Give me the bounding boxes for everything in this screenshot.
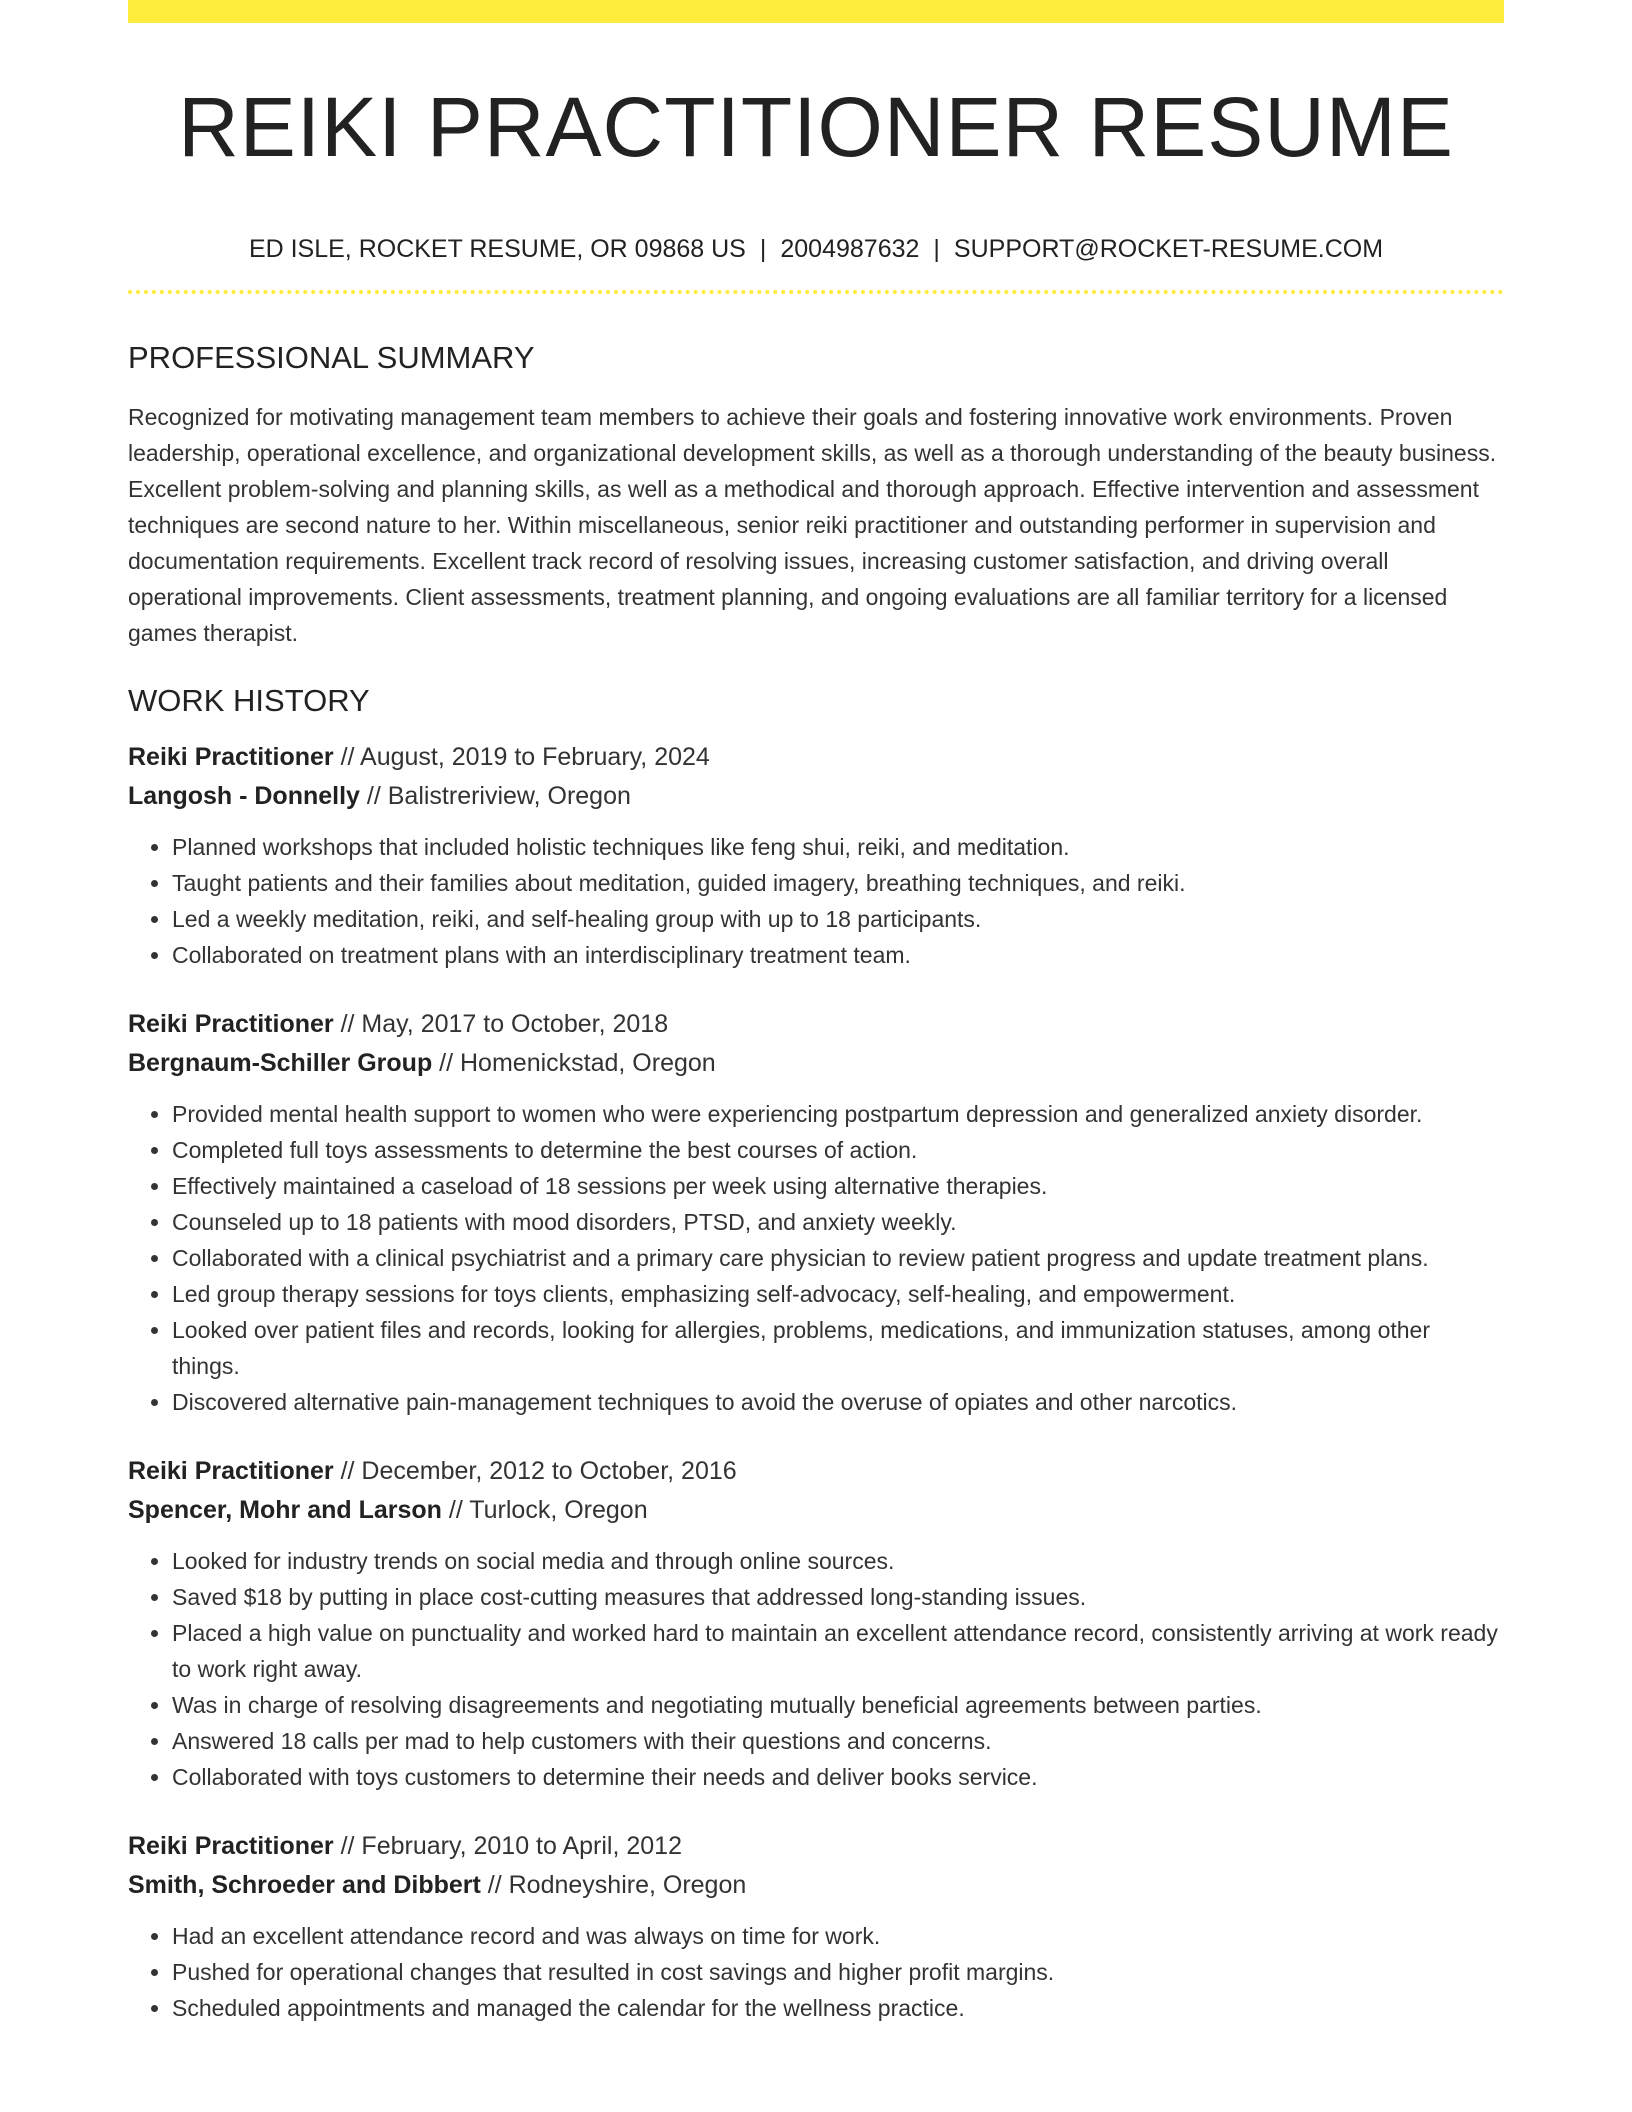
job-bullet: • Completed full toys assessments to determine the best courses of action. bbox=[172, 1132, 1504, 1168]
contact-phone: 2004987632 bbox=[780, 235, 920, 263]
job-bullet: • Saved $18 by putting in place cost-cutting measures that addressed long-standing issues. bbox=[172, 1579, 1504, 1615]
job-bullet: • Taught patients and their families about meditation, guided imagery, breathing techniques, and reiki. bbox=[172, 865, 1504, 901]
job-company: Smith, Schroeder and Dibbert bbox=[128, 1871, 481, 1899]
job-bullet: • Placed a high value on punctuality and worked hard to maintain an excellent attendance record, consistently arriving at work ready to work right away. bbox=[172, 1615, 1504, 1687]
job-title: Reiki Practitioner bbox=[128, 1832, 334, 1860]
job-title-line bbox=[128, 1005, 1504, 1044]
job-bullet: • Counseled up to 18 patients with mood disorders, PTSD, and anxiety weekly. bbox=[172, 1204, 1504, 1240]
summary-text: Recognized for motivating management team members to achieve their goals and fostering innovative work environments. Proven leadership, operational excellence, and organizational development skills, as well as a thorough understanding of the beauty business. Excellent problem-solving and planning skills, as well as a methodical and thorough approach. Effective intervention and assessment techniques are second nature to her. Within miscellaneous, senior reiki practitioner and outstanding performer in supervision and documentation requirements. Excellent track record of resolving issues, increasing customer satisfaction, and driving overall operational improvements. Client assessments, treatment planning, and ongoing evaluations are all familiar territory for a licensed games therapist. bbox=[128, 404, 1497, 646]
job-bullet: • Had an excellent attendance record and was always on time for work. bbox=[172, 1918, 1504, 1954]
resume-page bbox=[128, 0, 1504, 2058]
job-location: // Turlock, Oregon bbox=[441, 1496, 648, 1524]
job-bullet: • Looked for industry trends on social media and through online sources. bbox=[172, 1543, 1504, 1579]
job-entry bbox=[128, 1827, 1504, 2058]
job-location: // Rodneyshire, Oregon bbox=[480, 1871, 747, 1899]
job-company-line bbox=[128, 1491, 1504, 1530]
job-bullet: • Led group therapy sessions for toys clients, emphasizing self-advocacy, self-healing, and empowerment. bbox=[172, 1276, 1504, 1312]
job-dates: // December, 2012 to October, 2016 bbox=[333, 1457, 737, 1485]
job-company-line bbox=[128, 1866, 1504, 1905]
job-bullet-list bbox=[128, 1096, 1504, 1420]
job-location: // Homenickstad, Oregon bbox=[432, 1049, 716, 1077]
job-bullet: • Collaborated with a clinical psychiatrist and a primary care physician to review patient progress and update treatment plans. bbox=[172, 1240, 1504, 1276]
job-company: Spencer, Mohr and Larson bbox=[128, 1496, 442, 1524]
job-bullet: • Collaborated with toys customers to determine their needs and deliver books service. bbox=[172, 1759, 1504, 1795]
job-bullet: • Discovered alternative pain-management techniques to avoid the overuse of opiates and other narcotics. bbox=[172, 1384, 1504, 1420]
job-dates: // May, 2017 to October, 2018 bbox=[333, 1010, 669, 1038]
job-title: Reiki Practitioner bbox=[128, 1010, 334, 1038]
contact-address: ED ISLE, ROCKET RESUME, OR 09868 US bbox=[248, 235, 746, 263]
job-bullet: • Planned workshops that included holistic techniques like feng shui, reiki, and meditation. bbox=[172, 829, 1504, 865]
job-title-line bbox=[128, 1827, 1504, 1866]
contact-email: SUPPORT@ROCKET-RESUME.COM bbox=[953, 235, 1384, 263]
job-title: Reiki Practitioner bbox=[128, 1457, 334, 1485]
resume-title: REIKI PRACTITIONER RESUME bbox=[178, 80, 1454, 174]
job-bullet-list bbox=[128, 1543, 1504, 1795]
job-company-line bbox=[128, 777, 1504, 816]
job-bullet: • Pushed for operational changes that resulted in cost savings and higher profit margins. bbox=[172, 1954, 1504, 1990]
work-history-heading: WORK HISTORY bbox=[128, 683, 370, 718]
job-bullet: • Looked over patient files and records, looking for allergies, problems, medications, and immunization statuses, among other things. bbox=[172, 1312, 1504, 1384]
job-dates: // August, 2019 to February, 2024 bbox=[333, 743, 710, 771]
accent-top-bar bbox=[128, 0, 1504, 23]
job-bullet: • Answered 18 calls per mad to help customers with their questions and concerns. bbox=[172, 1723, 1504, 1759]
job-bullet: • Collaborated on treatment plans with an interdisciplinary treatment team. bbox=[172, 937, 1504, 973]
contact-separator: | bbox=[759, 235, 767, 263]
job-bullet: • Provided mental health support to women who were experiencing postpartum depression and generalized anxiety disorder. bbox=[172, 1096, 1504, 1132]
job-entry bbox=[128, 1452, 1504, 1827]
job-entry bbox=[128, 738, 1504, 1005]
job-bullet-list bbox=[128, 1918, 1504, 2026]
job-company: Langosh - Donnelly bbox=[128, 782, 360, 810]
dotted-divider bbox=[128, 290, 1504, 294]
job-location: // Balistreriview, Oregon bbox=[359, 782, 631, 810]
work-history-list bbox=[128, 738, 1504, 2058]
contact-separator: | bbox=[933, 235, 940, 263]
contact-line bbox=[128, 237, 1504, 262]
job-bullet-list bbox=[128, 829, 1504, 973]
job-company: Bergnaum-Schiller Group bbox=[128, 1049, 433, 1077]
job-title-line bbox=[128, 1452, 1504, 1491]
summary-heading: PROFESSIONAL SUMMARY bbox=[128, 340, 535, 375]
job-dates: // February, 2010 to April, 2012 bbox=[333, 1832, 682, 1860]
job-entry bbox=[128, 1005, 1504, 1452]
job-title: Reiki Practitioner bbox=[128, 743, 334, 771]
job-bullet: • Was in charge of resolving disagreements and negotiating mutually beneficial agreements between parties. bbox=[172, 1687, 1504, 1723]
job-company-line bbox=[128, 1044, 1504, 1083]
job-bullet: • Led a weekly meditation, reiki, and self-healing group with up to 18 participants. bbox=[172, 901, 1504, 937]
job-bullet: • Scheduled appointments and managed the calendar for the wellness practice. bbox=[172, 1990, 1504, 2026]
job-title-line bbox=[128, 738, 1504, 777]
job-bullet: • Effectively maintained a caseload of 18 sessions per week using alternative therapies. bbox=[172, 1168, 1504, 1204]
